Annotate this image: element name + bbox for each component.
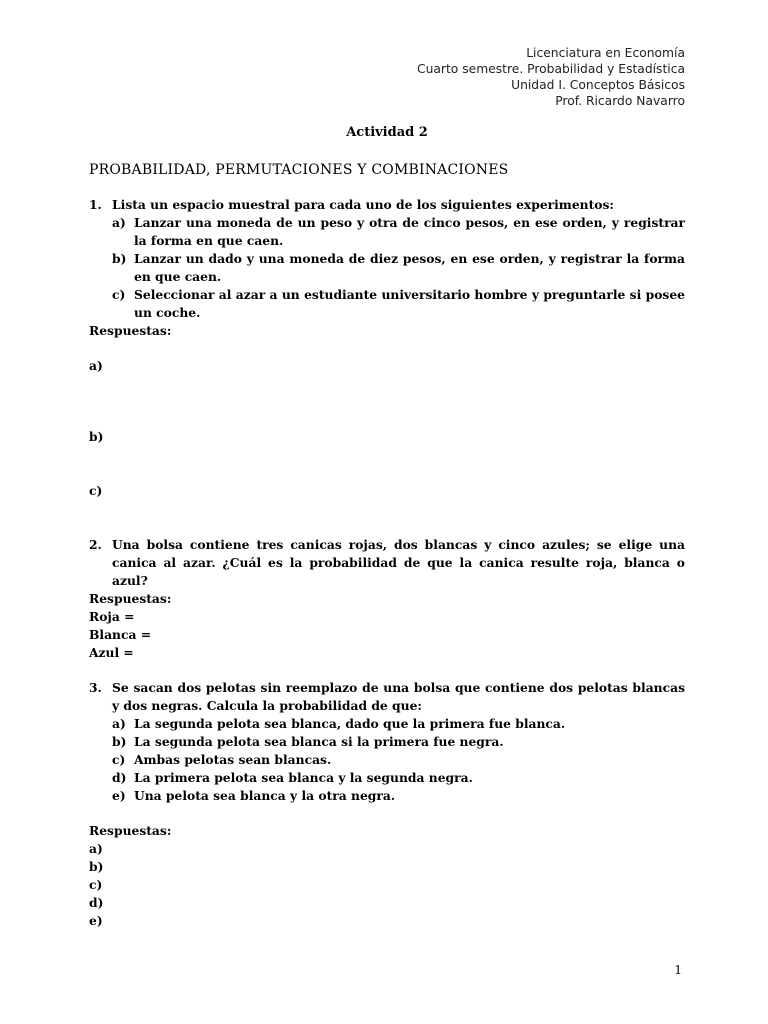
question-1-item-a — [89, 214, 685, 250]
item-text: La segunda pelota sea blanca si la primera fue negra. — [134, 734, 504, 749]
item-text: Lanzar una moneda de un peso y otra de cinco pesos, en ese orden, y registrar la forma en que caen. — [134, 215, 685, 248]
item-label: a) — [112, 215, 126, 230]
question-1 — [89, 196, 685, 340]
question-3-text: Se sacan dos pelotas sin reemplazo de una bolsa que contiene dos pelotas blancas y dos negras. Calcula la probabilidad de que: — [112, 680, 685, 713]
question-3-item-a — [89, 715, 685, 733]
question-3-answer-a: a) — [89, 841, 103, 856]
question-3-item-b — [89, 733, 685, 751]
answer-azul: Azul = — [89, 645, 134, 660]
item-text: Lanzar un dado y una moneda de diez pesos, en ese orden, y registrar la forma en que caen. — [134, 251, 685, 284]
question-3 — [89, 679, 685, 805]
question-3-answer-c: c) — [89, 877, 103, 892]
header-semester: Cuarto semestre. Probabilidad y Estadística — [417, 62, 685, 76]
question-1-answer-b: b) — [89, 429, 104, 444]
question-1-items — [89, 214, 685, 322]
question-3-answer-d: d) — [89, 895, 104, 910]
question-1-item-c — [89, 286, 685, 322]
item-label: b) — [112, 251, 127, 266]
item-text: La segunda pelota sea blanca, dado que la primera fue blanca. — [134, 716, 566, 731]
item-text: Ambas pelotas sean blancas. — [134, 752, 332, 767]
question-3-item-d — [89, 769, 685, 787]
header-professor: Prof. Ricardo Navarro — [555, 94, 685, 108]
header-unit: Unidad I. Conceptos Básicos — [511, 78, 685, 92]
question-1-number: 1. — [89, 197, 102, 212]
item-label: c) — [112, 752, 126, 767]
question-1-answer-a: a) — [89, 358, 103, 373]
answer-roja: Roja = — [89, 609, 135, 624]
question-3-answers — [89, 822, 685, 930]
question-3-items — [89, 715, 685, 805]
item-label: a) — [112, 716, 126, 731]
item-label: e) — [112, 788, 126, 803]
item-label: c) — [112, 287, 126, 302]
question-2-text: Una bolsa contiene tres canicas rojas, dos blancas y cinco azules; se elige una canica al azar. ¿Cuál es la probabilidad de que la canica resulte roja, blanca o azul? — [112, 537, 685, 588]
item-text: Una pelota sea blanca y la otra negra. — [134, 788, 396, 803]
question-2-answers-label: Respuestas: — [89, 591, 172, 606]
question-3-item-c — [89, 751, 685, 769]
item-label: d) — [112, 770, 127, 785]
question-3-item-e — [89, 787, 685, 805]
question-3-answer-e: e) — [89, 913, 103, 928]
question-2 — [89, 536, 685, 662]
document-header — [417, 45, 685, 109]
answer-blanca: Blanca = — [89, 627, 152, 642]
question-1-item-b — [89, 250, 685, 286]
question-1-text: Lista un espacio muestral para cada uno de los siguientes experimentos: — [112, 197, 614, 212]
question-1-answers-label: Respuestas: — [89, 323, 172, 338]
question-3-answer-b: b) — [89, 859, 104, 874]
section-heading: PROBABILIDAD, PERMUTACIONES Y COMBINACIONES — [89, 162, 509, 178]
item-label: b) — [112, 734, 127, 749]
item-text: Seleccionar al azar a un estudiante universitario hombre y preguntarle si posee un coche. — [134, 287, 685, 320]
item-text: La primera pelota sea blanca y la segunda negra. — [134, 770, 473, 785]
header-program: Licenciatura en Economía — [526, 46, 685, 60]
question-3-answers-label: Respuestas: — [89, 823, 172, 838]
page-number: 1 — [674, 963, 682, 977]
question-3-number: 3. — [89, 680, 102, 695]
question-1-answer-c: c) — [89, 483, 103, 498]
activity-title: Actividad 2 — [346, 125, 428, 140]
question-2-number: 2. — [89, 537, 102, 552]
